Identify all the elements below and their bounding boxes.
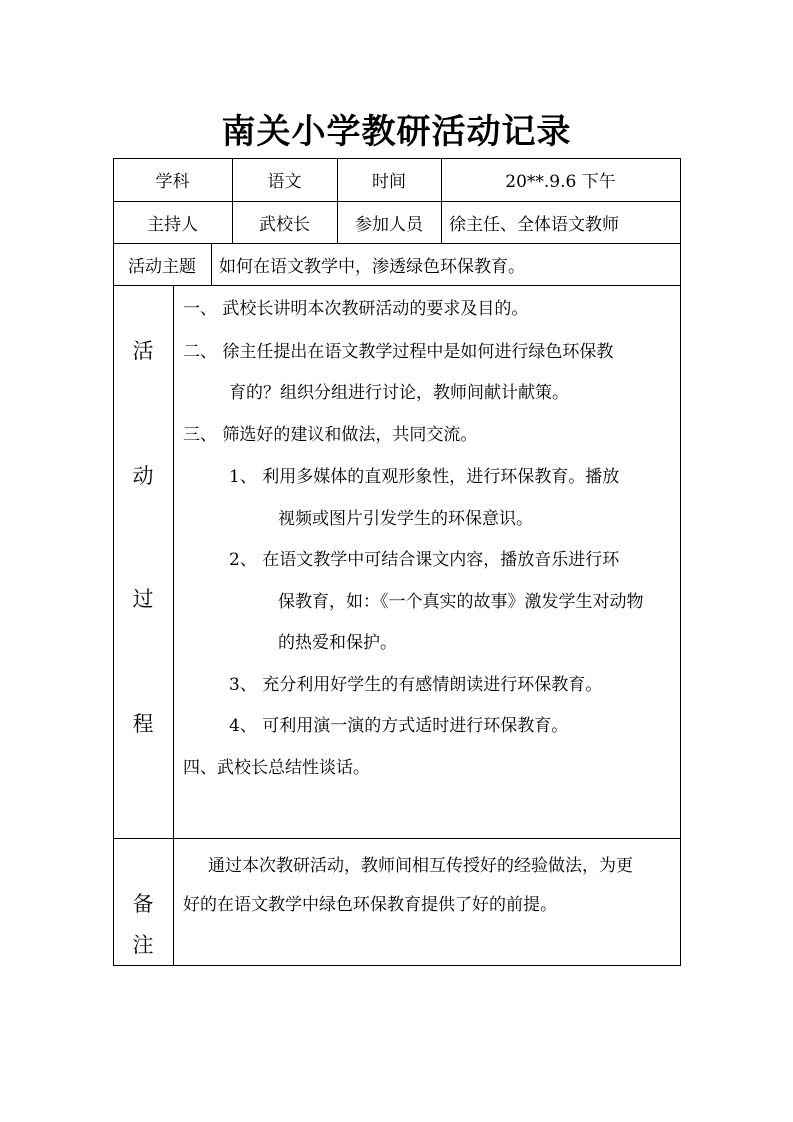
process-line: 四、武校长总结性谈话。 bbox=[183, 758, 370, 778]
notes-line: 好的在语文教学中绿色环保教育提供了好的前提。 bbox=[183, 895, 557, 915]
participants-value: 徐主任、全体语文教师 bbox=[449, 214, 619, 235]
process-label-char: 程 bbox=[132, 712, 154, 736]
process-line: 一、 武校长讲明本次教研活动的要求及目的。 bbox=[183, 299, 529, 319]
process-line: 2、 在语文教学中可结合课文内容，播放音乐进行环 bbox=[229, 550, 620, 570]
process-line: 1、 利用多媒体的直观形象性，进行环保教育。播放 bbox=[229, 467, 620, 487]
process-line: 视频或图片引发学生的环保意识。 bbox=[278, 509, 533, 529]
row-divider bbox=[113, 838, 681, 839]
subject-label: 学科 bbox=[155, 172, 190, 192]
host-label: 主持人 bbox=[147, 214, 198, 235]
process-line: 育的？组织分组进行讨论，教师间献计献策。 bbox=[229, 383, 569, 403]
page-title: 南关小学教研活动记录 bbox=[221, 112, 572, 152]
notes-line: 通过本次教研活动，教师间相互传授好的经验做法，为更 bbox=[208, 856, 633, 876]
theme-value: 如何在语文教学中，渗透绿色环保教育。 bbox=[219, 256, 525, 277]
notes-label-char: 注 bbox=[132, 933, 154, 957]
column-divider bbox=[173, 285, 174, 965]
subject-value: 语文 bbox=[267, 172, 302, 192]
process-line: 4、 可利用演一演的方式适时进行环保教育。 bbox=[229, 716, 569, 736]
time-label: 时间 bbox=[372, 172, 406, 192]
notes-label-char: 备 bbox=[132, 892, 154, 916]
row-divider bbox=[113, 285, 681, 286]
process-line: 3、 充分利用好学生的有感情朗读进行环保教育。 bbox=[229, 675, 603, 695]
process-label-char: 活 bbox=[132, 339, 154, 363]
process-label-char: 过 bbox=[132, 587, 154, 611]
table-border-right bbox=[680, 158, 681, 966]
process-line: 二、 徐主任提出在语文教学过程中是如何进行绿色环保教 bbox=[183, 342, 614, 362]
process-line: 保教育，如：《一个真实的故事》激发学生对动物 bbox=[278, 592, 644, 612]
participants-label: 参加人员 bbox=[355, 214, 423, 235]
process-line: 三、 筛选好的建议和做法，共同交流。 bbox=[183, 425, 478, 445]
time-value: 20**.9.6 下午 bbox=[505, 172, 616, 192]
table-border-bottom bbox=[113, 965, 681, 966]
host-value: 武校长 bbox=[259, 214, 310, 235]
theme-label: 活动主题 bbox=[128, 256, 196, 277]
process-line: 的热爱和保护。 bbox=[278, 633, 397, 653]
process-label-char: 动 bbox=[132, 464, 154, 488]
